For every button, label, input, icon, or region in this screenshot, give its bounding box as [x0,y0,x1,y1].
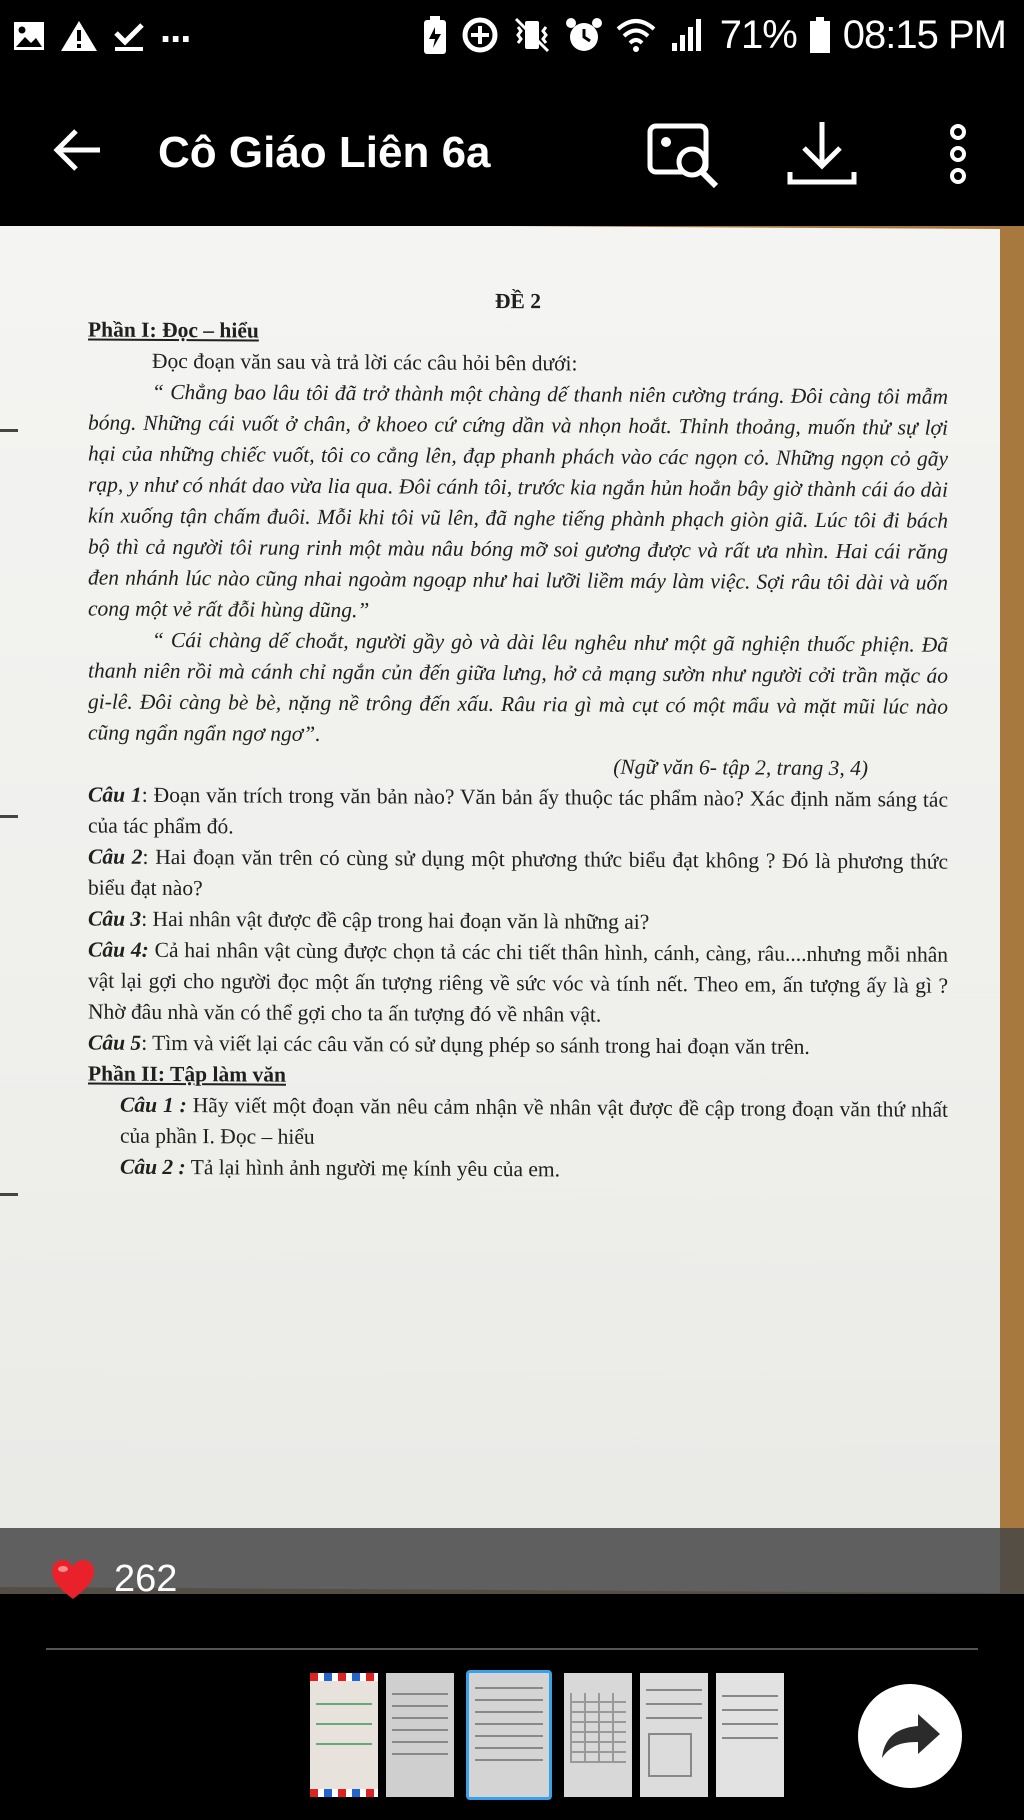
question-label: Câu 4: [88,937,149,962]
question-label: Câu 3 [88,906,142,931]
question-label: Câu 1 : [120,1092,187,1118]
battery-icon [809,15,831,55]
document-heading: ĐỀ 2 [495,288,541,314]
wifi-icon [616,15,656,55]
question-text: : Hai đoạn văn trên có cùng sử dụng một phương thức biểu đạt không ? Đó là phương thức biểu đạt nào? [88,844,948,901]
part2-title: Phần II: Tập làm văn [88,1061,286,1087]
question-label: Câu 5 [88,1030,142,1055]
data-saver-icon [460,15,500,55]
thumbnail[interactable] [386,1673,454,1797]
thumbnail[interactable] [564,1673,632,1797]
more-vert-icon[interactable] [918,116,998,192]
question-4 [88,934,948,1032]
signal-icon [668,15,708,55]
instruction: Đọc đoạn văn sau và trả lời các câu hỏi bên dưới: [152,348,578,376]
question-text: Tả lại hình ảnh người mẹ kính yêu của em. [185,1155,561,1182]
battery-saver-icon [422,15,448,55]
share-icon [858,1684,962,1788]
gallery-icon [12,19,46,53]
back-arrow-icon[interactable] [50,122,106,178]
download-icon[interactable] [784,116,860,192]
question-label: Câu 2 : [120,1154,186,1180]
document-page [0,226,1000,1593]
question-text: : Tìm và viết lại các câu văn có sử dụng phép so sánh trong hai đoạn văn trên. [141,1030,810,1059]
divider [46,1648,978,1650]
source-citation: (Ngữ văn 6- tập 2, trang 3, 4) [613,754,868,781]
thumbnail-strip[interactable] [310,1670,784,1800]
share-button[interactable] [858,1684,962,1788]
likes-count: 262 [114,1558,178,1600]
passage-2: “ Cái chàng dế choắt, người gầy gò và dài lêu nghêu như một gã nghiện thuốc phiện. Đã thanh niên rồi mà cánh chỉ ngắn củn đến giữa lưng, hở cả mạng sườn như người cởi trần mặc áo gi-lê. Đôi càng bè bè, nặng nề trông đến xấu. Râu ria gì mà cụt có một mẩu và mặt mũi lúc nào cũng ngẩn ngẩn ngơ ngơ”. [88,627,948,746]
likes-counter[interactable] [50,1558,177,1601]
warning-icon [60,19,98,53]
passage-1: “ Chẳng bao lâu tôi đã trở thành một chàng dế thanh niên cường tráng. Đôi càng tôi mẫm bóng. Những cái vuốt ở chân, ở khoeo cứ cứng dần và nhọn hoắt. Thỉnh thoảng, muốn thử sự lợi hại của những chiếc vuốt, tôi co cẳng lên, đạp phanh phách vào các ngọn cỏ. Những ngọn cỏ gãy rạp, y như có nhát dao vừa lia qua. Đôi cánh tôi, trước kia ngắn hủn hoẳn bây giờ thành cái áo dài kín xuống tận chấm đuôi. Mỗi khi tôi vũ lên, đã nghe tiếng phành phạch giòn giã. Lúc tôi đi bách bộ thì cả người tôi rung rinh một màu nâu bóng mỡ soi gương được và rất ưa nhìn. Hai cái răng đen nhánh lúc nào cũng nhai ngoàm ngoạp như hai lưỡi liềm máy làm việc. Sợi râu tôi dài và uốn cong một vẻ rất đỗi hùng dũng.” [88,379,948,623]
app-bar [0,72,1024,226]
heart-icon [50,1559,96,1601]
thumbnail[interactable] [310,1673,378,1797]
part1-title: Phần I: Đọc – hiểu [88,317,259,343]
question-label: Câu 1 [88,782,142,807]
vibrate-icon [512,15,552,55]
part2-question-2 [88,1151,948,1187]
more-notifications: ... [160,7,191,51]
image-search-icon[interactable] [646,116,722,192]
thumbnail-selected[interactable] [466,1670,552,1800]
question-1 [88,779,948,846]
status-bar [0,0,1024,72]
photo-viewer[interactable] [0,226,1024,1594]
question-2 [88,841,948,908]
question-text: : Hai nhân vật được đề cập trong hai đoạn văn là những ai? [141,906,650,934]
question-text: : Đoạn văn trích trong văn bản nào? Văn bản ấy thuộc tác phẩm nào? Xác định năm sáng tác của tác phẩm đó. [88,782,948,839]
question-text: Cả hai nhân vật cùng được chọn tả các chi tiết thân hình, cánh, càng, râu....nhưng mỗi nhân vật lại gợi cho người đọc một ấn tượng riêng về sức vóc và tính nết. Theo em, ấn tượng ấy là gì ? Nhờ đâu nhà văn có thể gợi cho ta ấn tượng đó về nhân vật. [88,937,948,1027]
battery-percent: 71% [719,12,797,57]
question-text: Hãy viết một đoạn văn nêu cảm nhận về nhân vật được đề cập trong đoạn văn thứ nhất của phần I. Đọc – hiểu [120,1093,948,1149]
thumbnail[interactable] [716,1673,784,1797]
alarm-icon [564,15,604,55]
clock: 08:15 PM [842,12,1006,57]
download-done-icon [112,19,146,53]
document-text [88,283,948,1187]
page-title: Cô Giáo Liên 6a [158,128,491,177]
thumbnail[interactable] [640,1673,708,1797]
question-label: Câu 2 [88,844,143,869]
part2-question-1 [88,1089,948,1156]
